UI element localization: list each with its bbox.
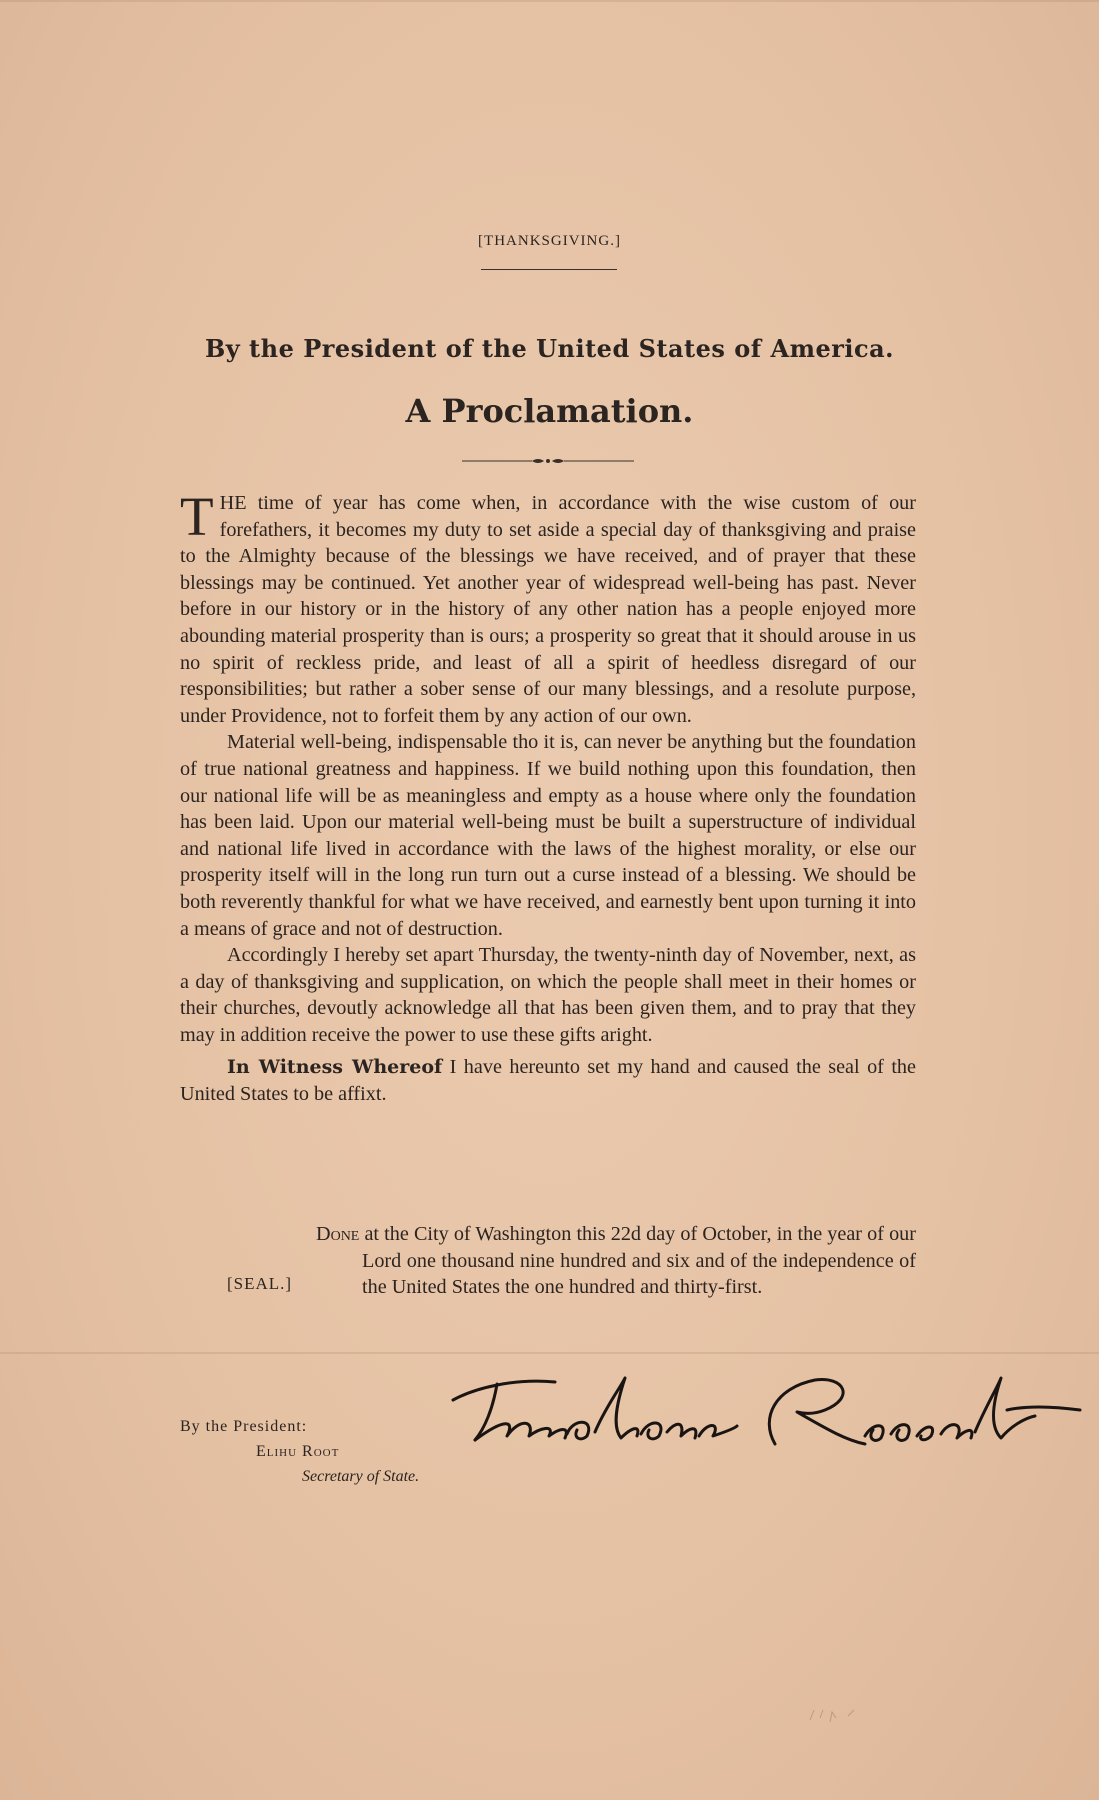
secretary-title: Secretary of State. <box>302 1468 420 1485</box>
witness-text: I have hereunto set my hand and caused the seal of the United States to be affixt. <box>180 1056 916 1106</box>
proclamation-title: A Proclamation. <box>405 392 694 430</box>
seal-label: [SEAL.] <box>227 1274 293 1293</box>
done-block <box>316 1221 916 1301</box>
by-the-president: By the President: <box>180 1418 308 1435</box>
document-category: [THANKSGIVING.] <box>478 233 621 249</box>
done-text: at the City of Washington this 22d day of October, in the year of our Lord one thousand nine hundred and six and of the independence of the United States the one hundred and thirty-first. <box>359 1223 916 1299</box>
drop-cap: T <box>180 486 214 547</box>
pencil-marks <box>800 1690 880 1730</box>
paragraph-1: THE time of year has come when, in accordance with the wise custom of our forefathers, it becomes my duty to set aside a special day of thanksgiving and praise to the Almighty because of the blessings we have received, and of prayer that these blessings may be continued. Yet another year of widespread well-being has past. Never before in our history or in the history of any other nation has a people enjoyed more abounding material prosperity than is ours; a prosperity so great that it should arouse in us no spirit of reckless pride, and least of all a spirit of heedless disregard of our responsibilities; but rather a sober sense of our many blessings, and a resolute purpose, under Providence, not to forfeit them by any action of our own. <box>180 486 916 727</box>
paragraph-2: Material well-being, indispensable tho it is, can never be anything but the foundation of true national greatness and happiness. If we build nothing upon this foundation, then our national life will be as meaningless and empty as a house where only the foundation has been laid. Upon our material well-being must be built a superstructure of individual and national life lived in accordance with the laws of the highest morality, or else our prosperity itself will in the long run turn out a curse instead of a blessing. We should be both reverently thankful for what we have received, and earnestly bent upon turning it into a means of grace and not of destruction. <box>180 731 916 940</box>
top-edge <box>0 0 1099 2</box>
paragraph-3: Accordingly I hereby set apart Thursday, the twenty-ninth day of November, next, as a day of thanksgiving and supplication, on which the people shall meet in their homes or their churches, devoutly acknowledge all that has been given them, and to pray that they may in addition receive the power to use these gifts aright. <box>180 944 916 1046</box>
done-lead: Done <box>316 1223 360 1245</box>
witness-paragraph <box>180 1054 916 1107</box>
ornamental-divider <box>462 454 634 468</box>
secretary-name: Elihu Root <box>256 1443 340 1460</box>
title-underline <box>481 269 617 270</box>
signature-image <box>445 1348 1085 1468</box>
proclamation-body <box>180 486 916 1108</box>
proclamation-heading: By the President of the United States of America. <box>204 334 895 363</box>
witness-lead: In Witness Whereof <box>227 1056 443 1079</box>
